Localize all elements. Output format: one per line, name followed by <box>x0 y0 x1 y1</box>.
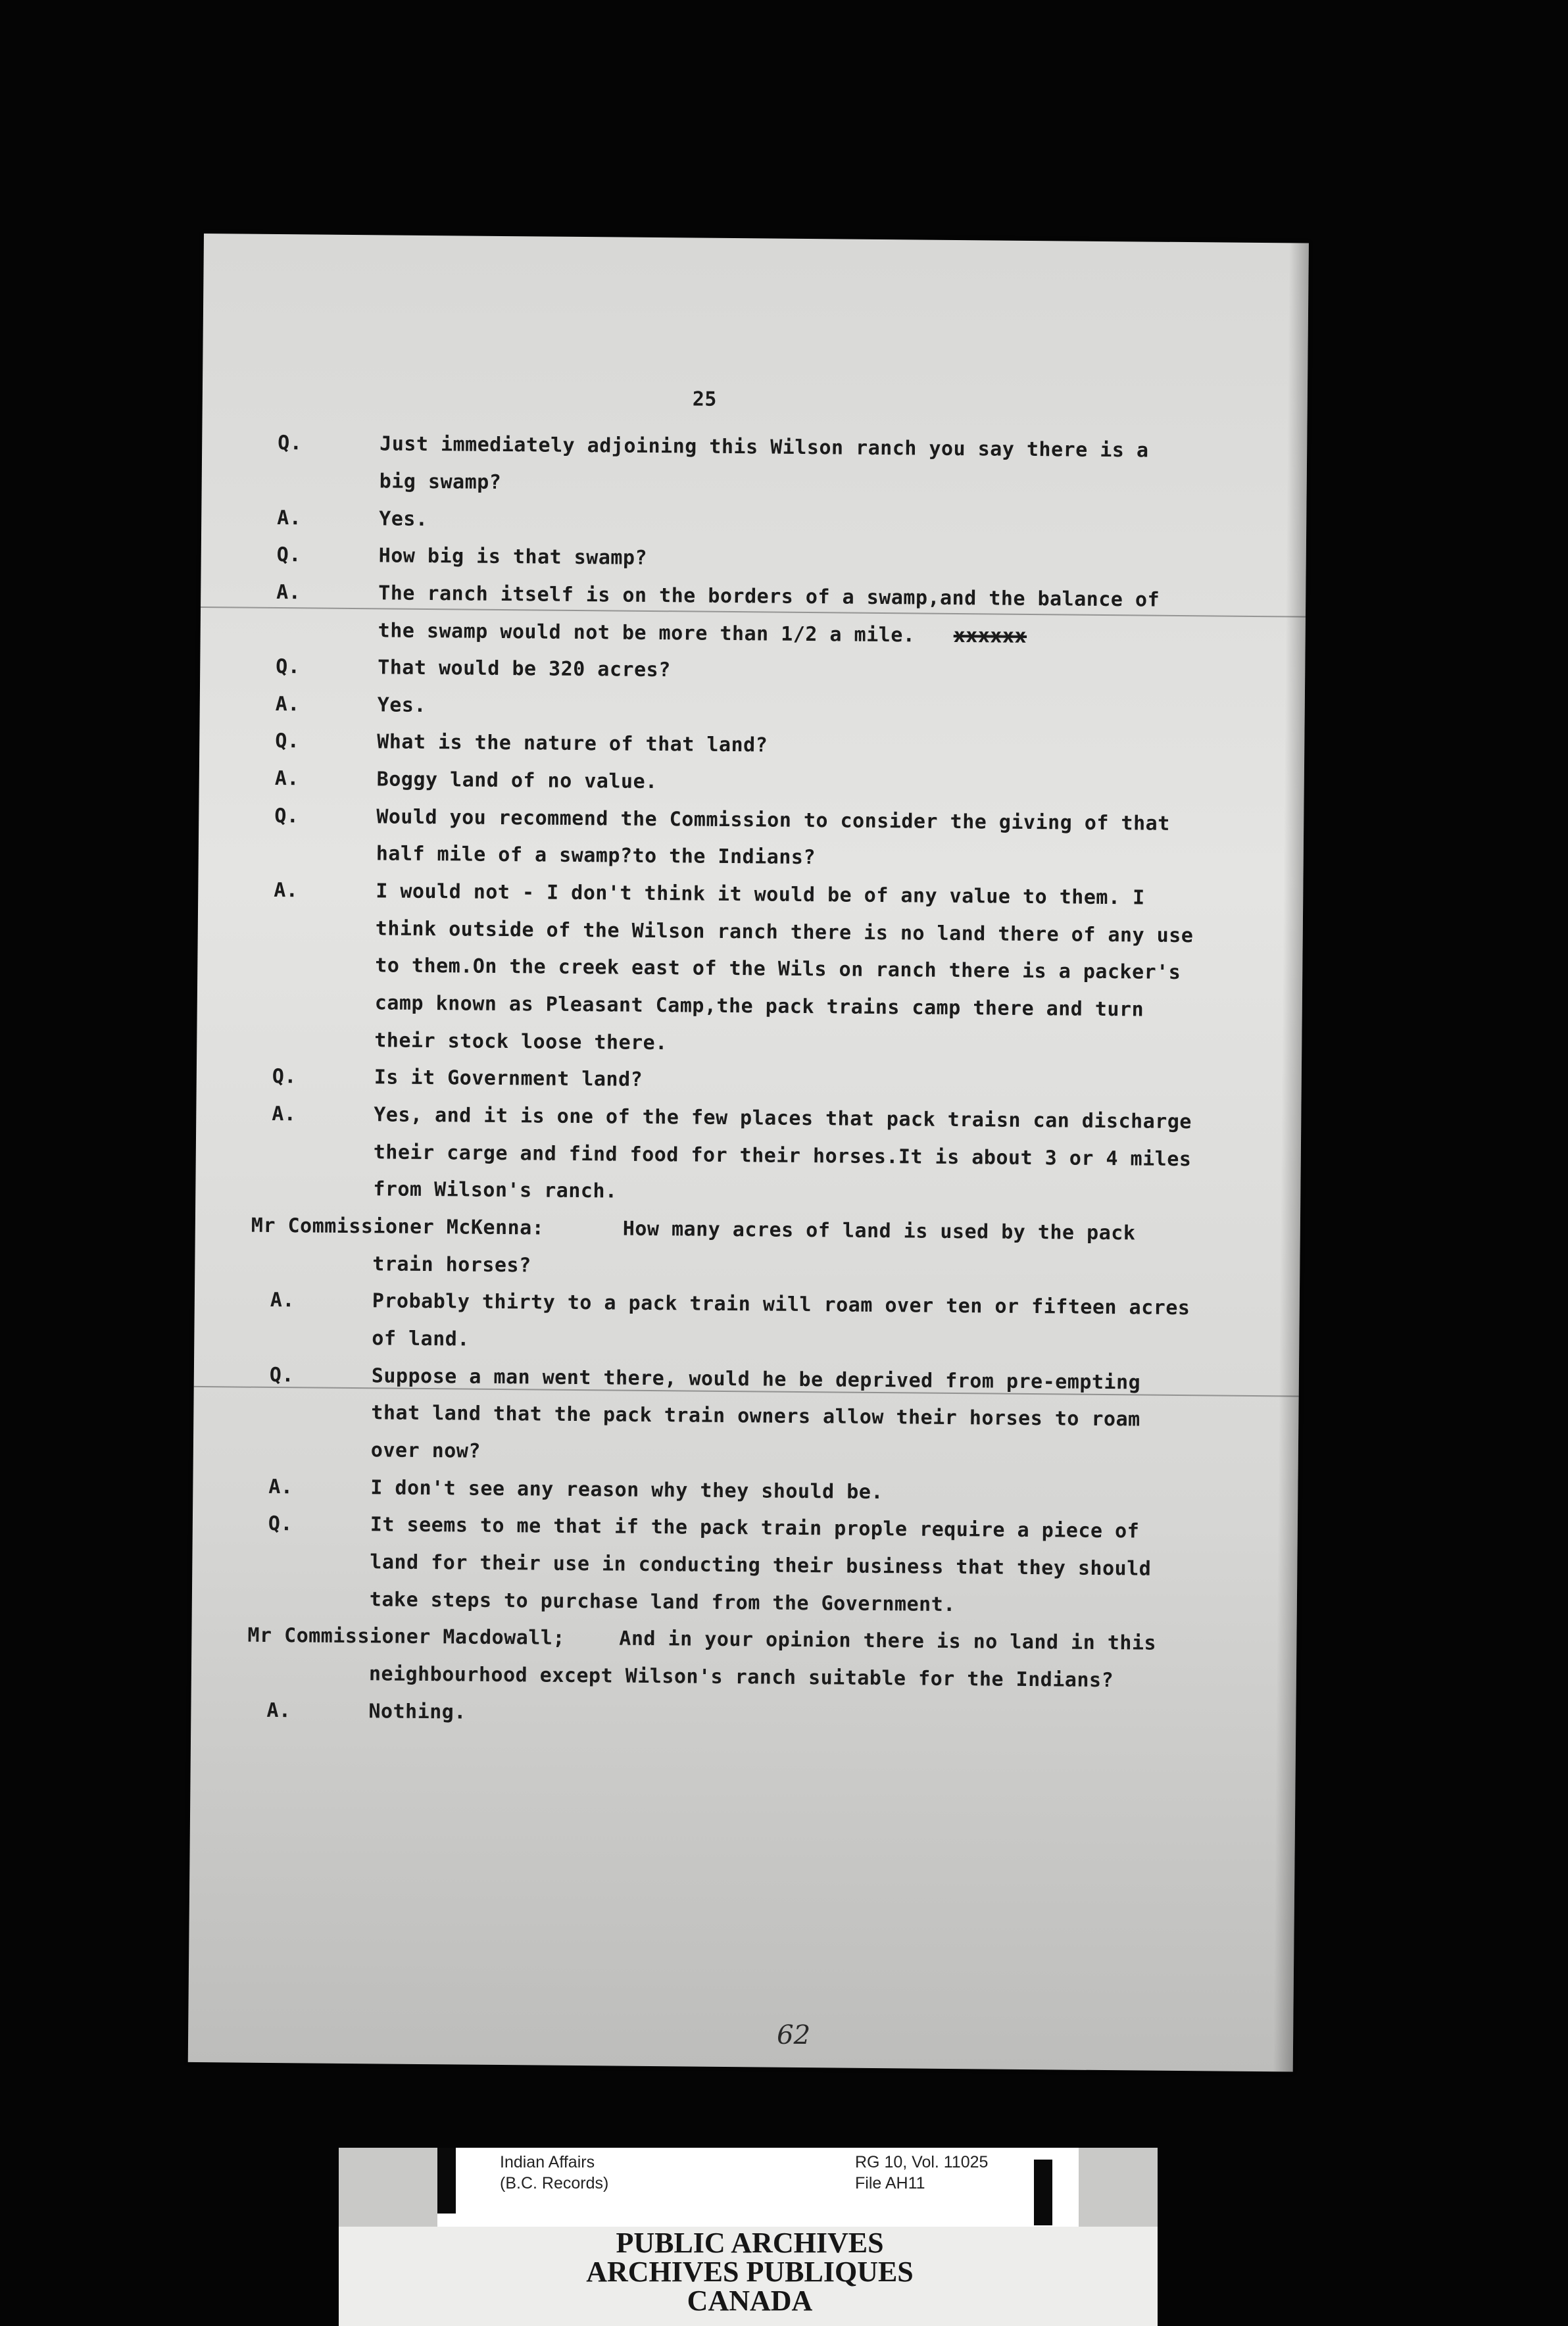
transcript-line: half mile of a swamp?to the Indians? <box>376 842 816 870</box>
record-group-name: Indian Affairs <box>500 2153 595 2171</box>
qa-label: A. <box>268 1475 293 1499</box>
qa-label: A. <box>266 1698 291 1723</box>
transcript-line: I would not - I don't think it would be of any value to them. I <box>376 879 1145 910</box>
qa-label: Q. <box>272 1064 297 1089</box>
transcript-line: Yes. <box>377 693 427 717</box>
transcript-line: Nothing. <box>368 1700 467 1724</box>
record-subgroup: (B.C. Records) <box>500 2174 609 2192</box>
transcript-line: Probably thirty to a pack train will roam over ten or fifteen acres <box>372 1289 1190 1320</box>
transcript-line: Suppose a man went there, would he be deprived from pre-empting <box>371 1364 1141 1395</box>
transcript-line: Would you recommend the Commission to consider the giving of that <box>376 805 1170 835</box>
volume-reference: RG 10, Vol. 11025 <box>855 2153 989 2171</box>
document-page <box>188 234 1309 2072</box>
transcript-line: from Wilson's ranch. <box>373 1177 618 1203</box>
qa-label: Q. <box>275 729 300 753</box>
archives-country: CANADA <box>687 2285 813 2317</box>
transcript-line: And in your opinion there is no land in this <box>619 1627 1157 1655</box>
transcript-line: I don't see any reason why they should be. <box>370 1476 884 1504</box>
transcript-line: That would be 320 acres? <box>378 656 671 682</box>
page-number: 25 <box>692 387 718 411</box>
file-reference: File AH11 <box>855 2174 925 2192</box>
transcript-line: their carge and find food for their horses.It is about 3 or 4 miles <box>373 1141 1192 1172</box>
transcript-line: land for their use in conducting their business that they should <box>370 1550 1152 1581</box>
qa-label: Q. <box>274 804 299 828</box>
transcript-line: think outside of the Wilson ranch there is no land there of any use <box>375 917 1194 948</box>
qa-label: A. <box>276 580 301 605</box>
qa-label: Q. <box>276 655 301 679</box>
transcript-line: big swamp? <box>379 470 502 494</box>
transcript-line: Boggy land of no value. <box>376 768 658 794</box>
transcript-line: Is it Government land? <box>374 1066 643 1091</box>
qa-label: Q. <box>268 1512 293 1536</box>
transcript-line: The ranch itself is on the borders of a swamp,and the balance of <box>378 582 1160 612</box>
qa-label: A. <box>272 1102 297 1126</box>
transcript-line: It seems to me that if the pack train prople require a piece of <box>370 1513 1140 1543</box>
qa-label: Q. <box>269 1363 295 1387</box>
transcript-line: the swamp would not be more than 1/2 a mile. <box>378 619 916 647</box>
speaker-label: Mr Commissioner McKenna: <box>251 1214 545 1240</box>
transcript-line: that land that the pack train owners allow their horses to roam <box>371 1401 1140 1431</box>
transcript-line: to them.On the creek east of the Wils on ranch there is a packer's <box>375 954 1181 985</box>
transcript-line: train horses? <box>372 1252 531 1277</box>
transcript-line: How big is that swamp? <box>378 544 648 570</box>
struck-text: xxxxxx <box>953 624 1027 648</box>
transcript-line: Yes. <box>379 507 428 531</box>
transcript-line: of land. <box>372 1327 470 1351</box>
qa-label: A. <box>270 1288 295 1312</box>
qa-label: A. <box>274 878 299 903</box>
transcript-line: What is the nature of that land? <box>377 730 768 757</box>
archives-title-en: PUBLIC ARCHIVES <box>616 2227 884 2259</box>
folio-note: 62 <box>776 2019 811 2051</box>
transcript-line: Just immediately adjoining this Wilson ranch you say there is a <box>380 432 1149 462</box>
transcript-line: How many acres of land is used by the pack <box>622 1217 1136 1245</box>
transcript-line: over now? <box>370 1439 481 1463</box>
qa-label: A. <box>275 692 301 716</box>
transcript-line: their stock loose there. <box>374 1029 668 1055</box>
qa-label: A. <box>274 766 300 791</box>
speaker-label: Mr Commissioner Macdowall; <box>247 1623 566 1650</box>
qa-label: Q. <box>278 431 303 455</box>
transcript-line: neighbourhood except Wilson's ranch suitable for the Indians? <box>368 1662 1114 1693</box>
transcript-line: Yes, and it is one of the few places that pack traisn can discharge <box>374 1103 1192 1134</box>
archives-title-fr: ARCHIVES PUBLIQUES <box>586 2256 914 2288</box>
transcript-line: camp known as Pleasant Camp,the pack trains camp there and turn <box>374 991 1144 1022</box>
transcript-line: take steps to purchase land from the Government. <box>369 1588 956 1617</box>
qa-label: Q. <box>276 543 302 567</box>
archives-stamp <box>339 2148 1158 2326</box>
qa-label: A. <box>277 506 302 530</box>
